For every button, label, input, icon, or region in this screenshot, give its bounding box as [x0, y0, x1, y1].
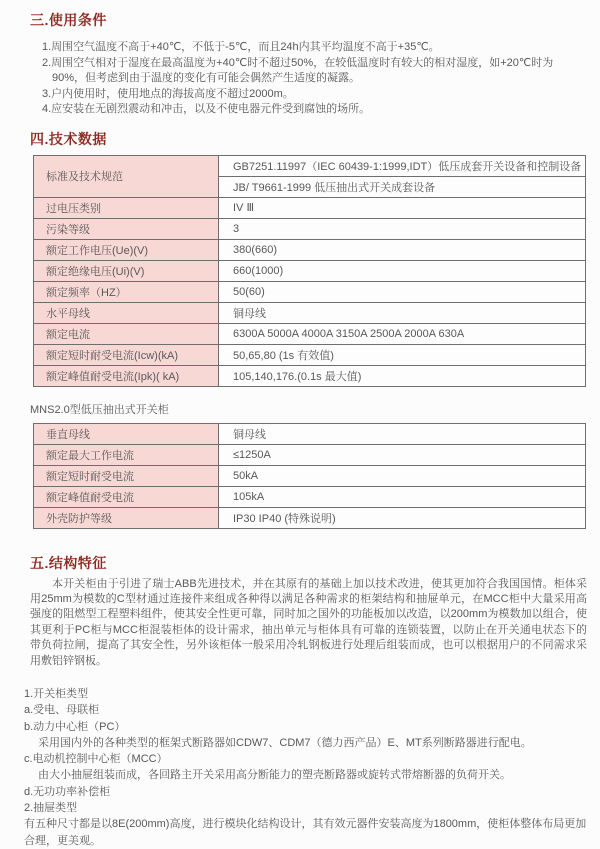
row-label-cell: 额定最大工作电流 — [34, 444, 219, 465]
row-value-cell: 105,140,176.(0.1s 最大值) — [219, 365, 586, 386]
row-label-cell: 额定峰值耐受电流 — [34, 486, 219, 507]
row-label-cell: 额定峰值耐受电流(Ipk)( kA) — [34, 365, 219, 386]
table-row — [34, 423, 586, 444]
row-label-cell: 标准及技术规范 — [34, 155, 219, 197]
row-label-cell: 额定频率（HZ） — [34, 281, 219, 302]
section-usage-conditions-title: 三.使用条件 — [30, 12, 107, 28]
row-label-cell: 额定绝缘电压(Ui)(V) — [34, 260, 219, 281]
row-value-cell: 50(60) — [219, 281, 586, 302]
row-value-cell: 380(660) — [219, 239, 586, 260]
structure-list-item: 2.抽屉类型 — [24, 802, 78, 815]
row-value-cell: 3 — [219, 218, 586, 239]
row-value-cell: 50kA — [219, 465, 586, 486]
section-tech-data-title: 四.技术数据 — [30, 130, 107, 147]
tech-data-table — [33, 155, 586, 387]
row-label-cell: 额定电流 — [34, 323, 219, 344]
row-label-cell: 额定短时耐受电流 — [34, 465, 219, 486]
table-row — [34, 218, 586, 239]
table-row — [34, 323, 586, 344]
table-row — [34, 486, 586, 507]
table-row — [34, 197, 586, 218]
structure-list-item: d.无功功率补偿柜 — [24, 785, 111, 798]
row-value-cell: 660(1000) — [219, 260, 586, 281]
row-value-cell: 105kA — [219, 486, 586, 507]
table-row — [34, 444, 586, 465]
structure-list-item: a.受电、母联柜 — [24, 704, 100, 717]
structure-list-item: c.电动机控制中心柜（MCC） — [24, 753, 168, 766]
usage-condition-item: 3.户内使用时，使用地点的海拔高度不超过2000m。 — [42, 87, 294, 100]
row-value-cell: 铜母线 — [219, 302, 586, 323]
row-value-cell: JB/ T9661-1999 低压抽出式开关成套设备 — [219, 176, 586, 197]
row-label-cell: 垂直母线 — [34, 423, 219, 444]
structure-list-item: 采用国内外的各种类型的框架式断路器如CDW7、CDM7（德力西产品）E、MT系列断路器进行配电。 — [38, 736, 532, 749]
row-label-cell: 额定短时耐受电流(Icw)(kA) — [34, 344, 219, 365]
usage-conditions-list — [42, 40, 586, 118]
row-value-cell: 6300A 5000A 4000A 3150A 2500A 2000A 630A — [219, 323, 586, 344]
structure-paragraph: 本开关柜由于引进了瑞士ABB先进技术，并在其原有的基础上加以技术改进，使其更加符合我国国情。柜体采用25mm为模数的C型材通过连接件来组成各种得以满足各种需求的柜架结构和抽屉单元，在MCC柜中大量采用高强度的阻燃型工程塑料组件，使其安全性更可靠，同时加之国外的功能板加以改造，以200mm为模数加以组合，使其更利于PC柜与MCC柜混装柜体的设计需求，抽出单元与柜体具有可靠的连锁装置，以防止在开关通电状态下的带负荷拉闸，提高了其安全性，另外该柜体一般采用冷轧钢板进行处理后组装而成，也可以根据用户的不同需求采用敷铝锌钢板。 — [30, 577, 587, 667]
table-row — [34, 365, 586, 386]
mns2-data-table — [33, 423, 586, 529]
row-value-cell: IV Ⅲ — [219, 197, 586, 218]
structure-list-item: 1.开关柜类型 — [24, 687, 89, 700]
structure-list — [24, 686, 594, 849]
row-label-cell: 污染等级 — [34, 218, 219, 239]
row-label-cell: 过电压类别 — [34, 197, 219, 218]
table-row — [34, 281, 586, 302]
structure-list-item: b.动力中心柜（PC） — [24, 720, 126, 733]
table-row — [34, 302, 586, 323]
table-row — [34, 507, 586, 528]
usage-condition-item: 2.周围空气相对于湿度在最高温度为+40℃时不超过50%，在较低温度时有较大的相对湿度，如+20℃时为90%，但考虑到由于温度的变化有可能会偶然产生适度的凝露。 — [42, 56, 554, 84]
table-row — [34, 155, 586, 176]
usage-condition-item: 4.应安装在无剧烈震动和冲击，以及不使电器元件受到腐蚀的场所。 — [42, 103, 371, 115]
table-row — [34, 239, 586, 260]
table-row — [34, 465, 586, 486]
row-label-cell: 外壳防护等级 — [34, 507, 219, 528]
mns2-subtable-label: MNS2.0型低压抽出式开关柜 — [30, 403, 169, 416]
row-value-cell: ≤1250A — [219, 444, 586, 465]
row-value-cell: GB7251.11997（IEC 60439-1:1999,IDT）低压成套开关设备和控制设备 — [219, 155, 586, 176]
row-value-cell: 铜母线 — [219, 423, 586, 444]
row-label-cell: 额定工作电压(Ue)(V) — [34, 239, 219, 260]
row-label-cell: 水平母线 — [34, 302, 219, 323]
table-row — [34, 344, 586, 365]
usage-condition-item: 1.周围空气温度不高于+40℃，不低于-5℃，而且24h内其平均温度不高于+35℃。 — [42, 41, 440, 53]
row-value-cell: IP30 IP40 (特殊说明) — [219, 507, 586, 528]
structure-list-item: 有五种尺寸都是以8E(200mm)高度，进行模块化结构设计，其有效元器件安装高度为1800mm，使柜体整体布局更加合理，更美观。 — [24, 818, 587, 847]
structure-list-item: 由大小抽屉组装而成，各回路主开关采用高分断能力的塑壳断路器或旋转式带熔断器的负荷开关。 — [38, 769, 511, 782]
table-row — [34, 260, 586, 281]
section-structure-title: 五.结构特征 — [30, 554, 107, 571]
row-value-cell: 50,65,80 (1s 有效值) — [219, 344, 586, 365]
